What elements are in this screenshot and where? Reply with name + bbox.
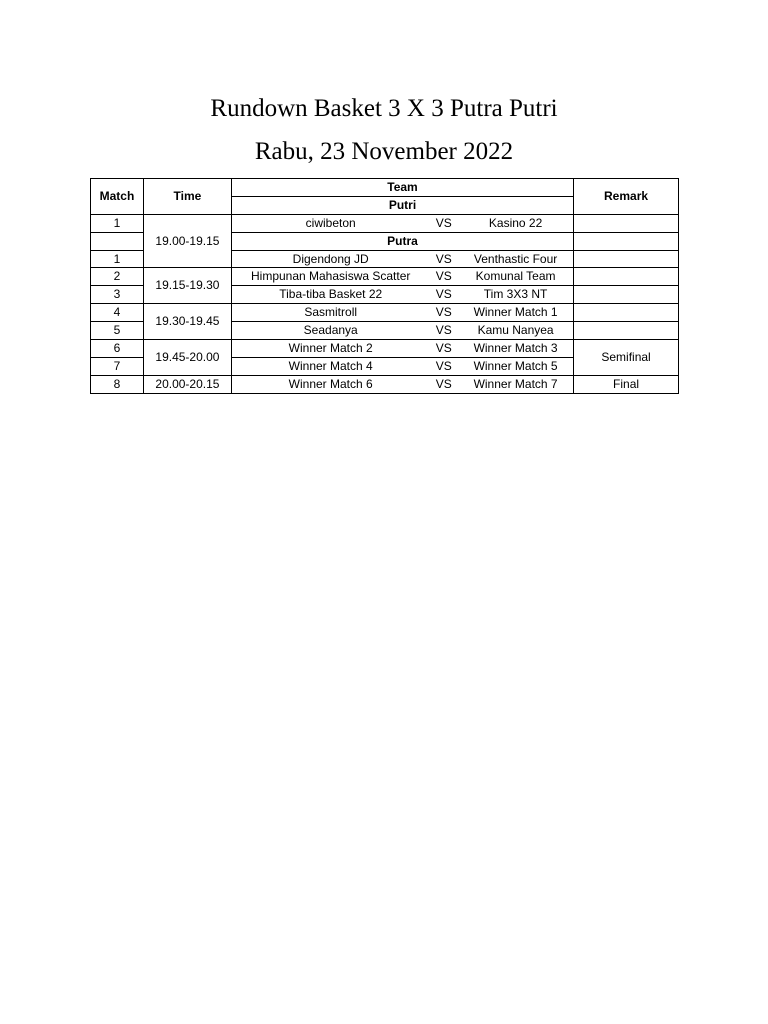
remark <box>574 322 679 340</box>
team-home: Tiba-tiba Basket 22 <box>231 286 429 304</box>
team-away: Winner Match 5 <box>458 357 573 375</box>
vs-label: VS <box>430 268 459 286</box>
match-number: 5 <box>91 322 144 340</box>
remark <box>574 250 679 268</box>
team-home: Winner Match 4 <box>231 357 429 375</box>
team-home: Winner Match 2 <box>231 340 429 358</box>
header-match: Match <box>91 179 144 215</box>
document-title: Rundown Basket 3 X 3 Putra Putri <box>210 95 558 122</box>
vs-label: VS <box>430 322 459 340</box>
time-slot: 19.30-19.45 <box>143 304 231 340</box>
remark <box>574 304 679 322</box>
team-away: Venthastic Four <box>458 250 573 268</box>
team-home: Winner Match 6 <box>231 375 429 393</box>
table-row <box>91 375 679 393</box>
team-away: Kamu Nanyea <box>458 322 573 340</box>
team-home: Digendong JD <box>231 250 429 268</box>
match-number: 1 <box>91 214 144 232</box>
vs-label: VS <box>430 340 459 358</box>
time-slot: 20.00-20.15 <box>143 375 231 393</box>
vs-label: VS <box>430 286 459 304</box>
time-slot: 19.45-20.00 <box>143 340 231 376</box>
table-row <box>91 214 679 232</box>
section-putra: Putra <box>231 232 573 250</box>
match-number: 2 <box>91 268 144 286</box>
remark <box>574 214 679 232</box>
team-away: Winner Match 3 <box>458 340 573 358</box>
vs-label: VS <box>430 250 459 268</box>
match-number: 7 <box>91 357 144 375</box>
match-number: 3 <box>91 286 144 304</box>
match-number: 4 <box>91 304 144 322</box>
table-row <box>91 304 679 322</box>
table-row <box>91 340 679 358</box>
vs-label: VS <box>430 214 459 232</box>
match-number-empty <box>91 232 144 250</box>
header-team: Team <box>231 179 573 197</box>
vs-label: VS <box>430 375 459 393</box>
team-away: Winner Match 7 <box>458 375 573 393</box>
table-row <box>91 268 679 286</box>
time-slot: 19.00-19.15 <box>143 214 231 268</box>
rundown-table <box>90 178 679 394</box>
remark <box>574 268 679 286</box>
header-remark: Remark <box>574 179 679 215</box>
match-number: 6 <box>91 340 144 358</box>
document-date: Rabu, 23 November 2022 <box>254 138 514 165</box>
remark <box>574 232 679 250</box>
vs-label: VS <box>430 304 459 322</box>
remark <box>574 286 679 304</box>
team-away: Tim 3X3 NT <box>458 286 573 304</box>
header-time: Time <box>143 179 231 215</box>
section-putri: Putri <box>231 196 573 214</box>
remark-final: Final <box>574 375 679 393</box>
time-slot: 19.15-19.30 <box>143 268 231 304</box>
team-home: Seadanya <box>231 322 429 340</box>
remark-semifinal: Semifinal <box>574 340 679 376</box>
vs-label: VS <box>430 357 459 375</box>
team-home: Himpunan Mahasiswa Scatter <box>231 268 429 286</box>
header-row <box>91 179 679 197</box>
team-home: Sasmitroll <box>231 304 429 322</box>
team-away: Komunal Team <box>458 268 573 286</box>
team-away: Winner Match 1 <box>458 304 573 322</box>
team-home: ciwibeton <box>231 214 429 232</box>
team-away: Kasino 22 <box>458 214 573 232</box>
match-number: 8 <box>91 375 144 393</box>
match-number: 1 <box>91 250 144 268</box>
